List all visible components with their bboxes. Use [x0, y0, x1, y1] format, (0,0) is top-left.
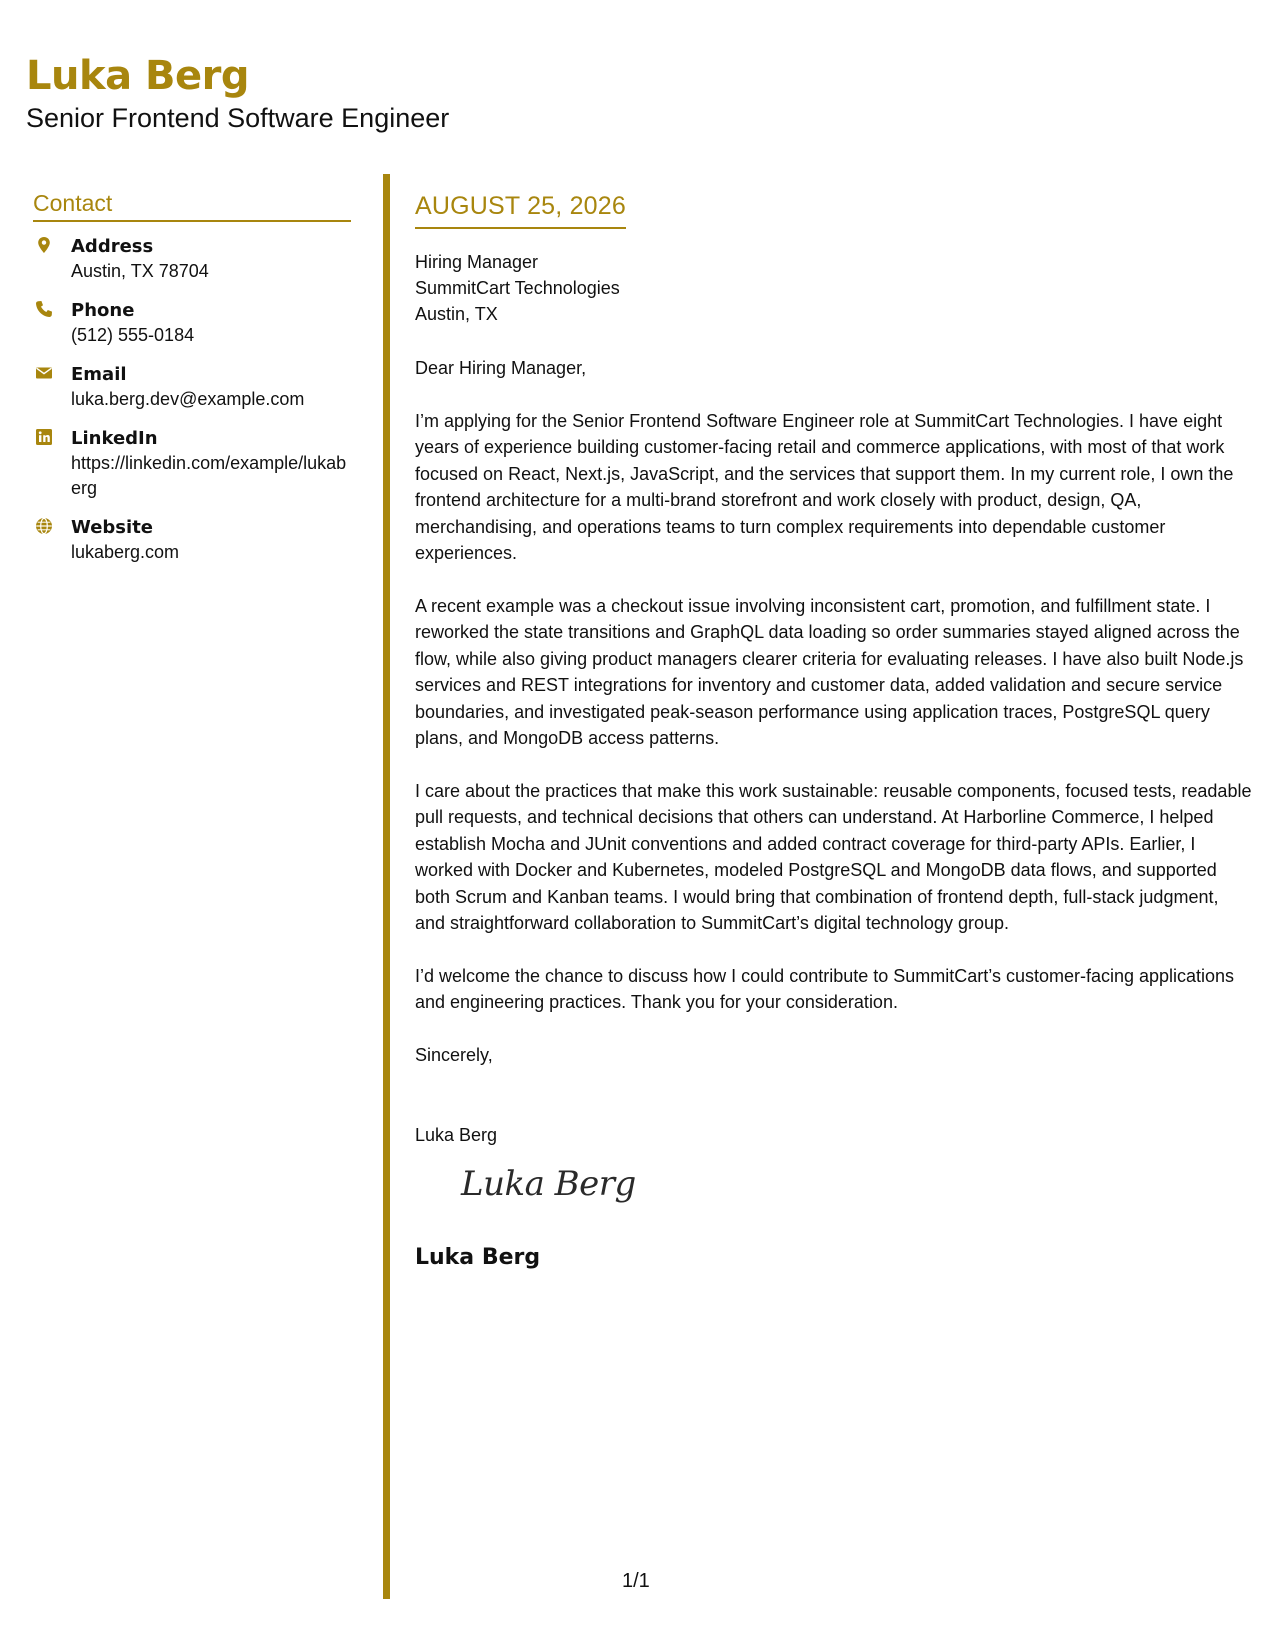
recipient-location: Austin, TX	[415, 304, 498, 324]
globe-icon	[35, 517, 53, 535]
recipient-company: SummitCart Technologies	[415, 278, 620, 298]
linkedin-label: LinkedIn	[71, 428, 158, 449]
signer-name: Luka Berg	[415, 1244, 541, 1270]
map-pin-icon	[35, 236, 53, 254]
printed-name: Luka Berg	[415, 1125, 498, 1145]
letter-date: AUGUST 25, 2026	[415, 190, 626, 229]
signature-text: Luka Berg	[461, 1163, 636, 1204]
envelope-icon	[35, 364, 53, 382]
email-label: Email	[71, 364, 127, 385]
phone-value: (512) 555-0184	[71, 325, 195, 345]
website-value[interactable]: lukaberg.com	[71, 542, 180, 562]
phone-icon	[35, 300, 53, 318]
linkedin-icon	[35, 428, 53, 446]
body-paragraph: I care about the practices that make this work sustainable: reusable components, focused tests, readable pull requests, and technical decisions that others can understand. At Harborline Commerce, I helped establish Mocha and JUnit conventions and added contract coverage for third-party APIs. Earlier, I worked with Docker and Kubernetes, modeled PostgreSQL and MongoDB data flows, and supported both Scrum and Kanban teams. I would bring that combination of frontend depth, full-stack judgment, and straightforward collaboration to SummitCart’s digital technology group.	[415, 780, 1252, 933]
email-value: luka.berg.dev@example.com	[71, 389, 305, 409]
body-paragraph: A recent example was a checkout issue involving inconsistent cart, promotion, and fulfillment state. I reworked the state transitions and GraphQL data loading so order summaries stayed aligned across the flow, while also giving product managers clearer criteria for evaluating releases. I have also built Node.js services and REST integrations for inventory and customer data, added validation and secure service boundaries, and investigated peak-season performance using application traces, PostgreSQL query plans, and MongoDB access patterns.	[415, 595, 1244, 748]
contact-item-address	[33, 234, 351, 284]
address-label: Address	[71, 236, 154, 257]
contact-section-title: Contact	[33, 190, 351, 222]
website-label: Website	[71, 517, 154, 538]
column-divider	[383, 174, 390, 1599]
contact-item-email	[33, 362, 351, 412]
body-paragraph: I’m applying for the Senior Frontend Software Engineer role at SummitCart Technologies. I have eight years of experience building customer-facing retail and commerce applications, with most of that work focused on React, Next.js, JavaScript, and the services that support them. In my current role, I own the frontend architecture for a multi-brand storefront and work closely with product, design, QA, merchandising, and operations teams to turn complex requirements into dependable customer experiences.	[415, 410, 1234, 563]
contact-item-phone	[33, 298, 351, 348]
contact-item-website	[33, 515, 351, 565]
phone-label: Phone	[71, 300, 135, 321]
letter-header	[26, 48, 449, 134]
letter-body	[415, 190, 1253, 1271]
linkedin-value[interactable]: https://linkedin.com/example/lukaberg	[71, 453, 347, 498]
recipient-block	[415, 249, 1253, 327]
address-value: Austin, TX 78704	[71, 261, 209, 281]
contact-sidebar	[33, 190, 351, 579]
signature-image	[461, 1163, 1253, 1231]
contact-item-linkedin	[33, 426, 351, 501]
applicant-name: Luka Berg	[26, 53, 249, 99]
closing: Sincerely,	[415, 1044, 493, 1065]
salutation: Dear Hiring Manager,	[415, 358, 587, 378]
page-number: 1/1	[622, 1570, 650, 1592]
recipient-title: Hiring Manager	[415, 252, 539, 272]
applicant-headline: Senior Frontend Software Engineer	[26, 103, 450, 133]
body-paragraph: I’d welcome the chance to discuss how I could contribute to SummitCart’s customer-facing applications and engineering practices. Thank you for your consideration.	[415, 965, 1235, 1012]
